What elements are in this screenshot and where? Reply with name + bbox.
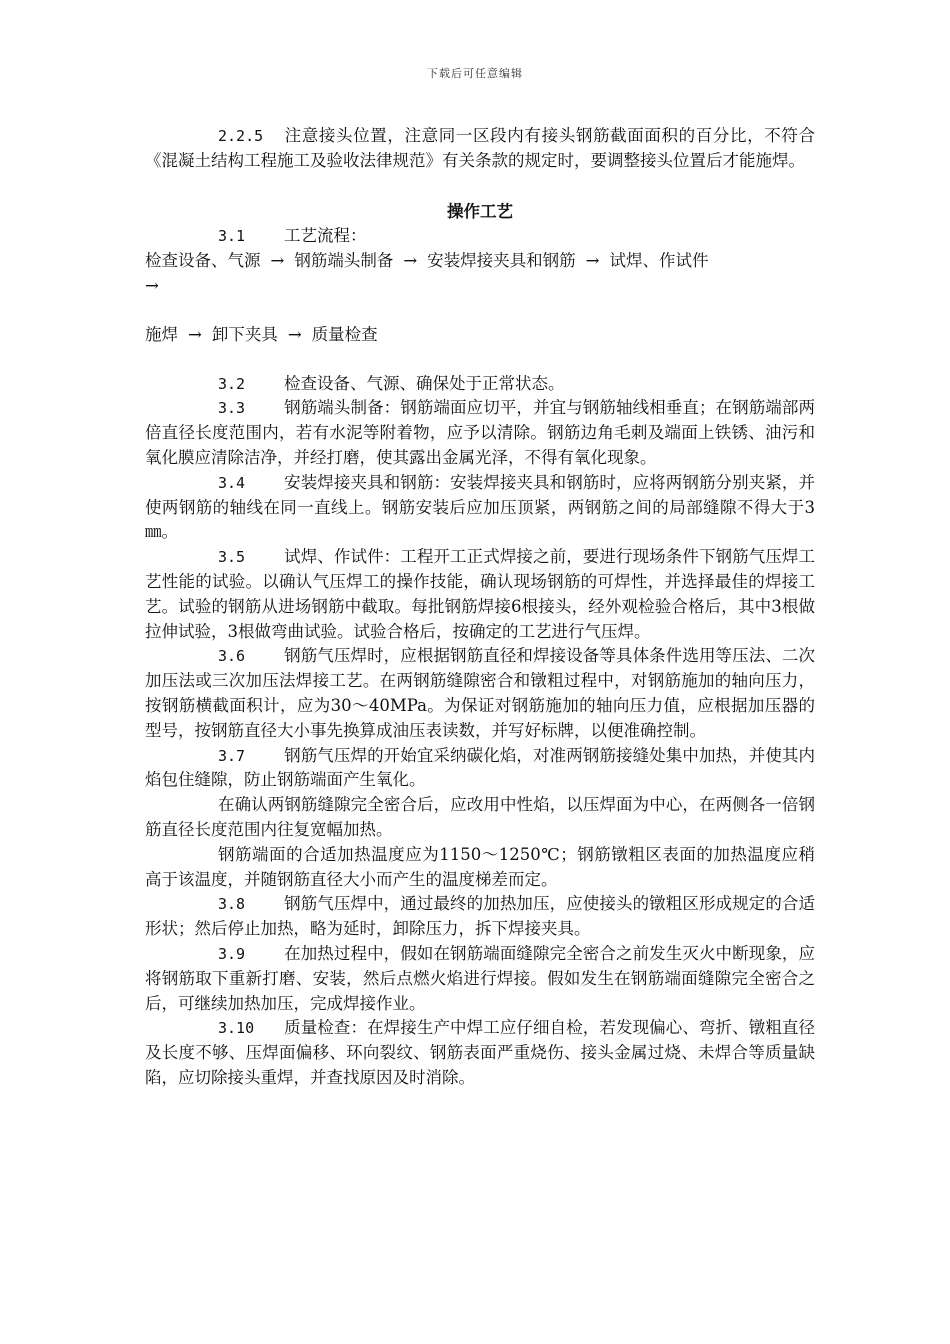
paragraph-text: 钢筋气压焊中，通过最终的加热加压，应使接头的镦粗区形成规定的合适形状；然后停止加热，略为延时，卸除压力，拆下焊接夹具。 bbox=[145, 894, 815, 939]
paragraph-3-5 bbox=[145, 545, 815, 644]
flow-step-1: 检查设备、气源 bbox=[145, 251, 261, 271]
paragraph-text: 钢筋气压焊时，应根据钢筋直径和焊接设备等具体条件选用等压法、二次加压法或三次加压法焊接工艺。在两钢筋缝隙密合和镦粗过程中，对钢筋施加的轴向压力，按钢筋横截面积计，应为30～40MPa。为保证对钢筋施加的轴向压力值，应根据加压器的型号，按钢筋直径大小事先换算成油压表读数，并写好标牌，以便准确控制。 bbox=[145, 646, 815, 740]
clause-number: 2.2.5 bbox=[218, 127, 264, 145]
paragraph-2-2-5 bbox=[145, 124, 815, 174]
clause-number: 3.8 bbox=[218, 895, 246, 914]
paragraph-3-7-continued-2: 钢筋端面的合适加热温度应为1150～1250℃；钢筋镦粗区表面的加热温度应稍高于该温度，并随钢筋直径大小而产生的温度梯差而定。 bbox=[145, 844, 815, 889]
flow-line-2 bbox=[145, 274, 815, 299]
paragraph-text: 质量检查：在焊接生产中焊工应仔细自检，若发现偏心、弯折、镦粗直径及长度不够、压焊面偏移、环向裂纹、钢筋表面严重烧伤、接头金属过烧、未焊合等质量缺陷，应切除接头重焊，并查找原因及时消除。 bbox=[145, 1018, 815, 1087]
flow-line-3 bbox=[145, 323, 815, 348]
arrow-right-icon: → bbox=[270, 251, 285, 271]
paragraph-text: 安装焊接夹具和钢筋：安装焊接夹具和钢筋时，应将两钢筋分别夹紧，并使两钢筋的轴线在同一直线上。钢筋安装后应加压顶紧，两钢筋之间的局部缝隙不得大于3㎜。 bbox=[145, 472, 815, 542]
clause-number: 3.6 bbox=[218, 647, 246, 666]
paragraph-text: 工艺流程： bbox=[284, 226, 367, 246]
paragraph-text: 在加热过程中，假如在钢筋端面缝隙完全密合之前发生灭火中断现象，应将钢筋取下重新打磨、安装，然后点燃火焰进行焊接。假如发生在钢筋端面缝隙完全密合之后，可继续加热加压，完成焊接作业。 bbox=[145, 943, 815, 1013]
paragraph-3-3 bbox=[145, 396, 815, 470]
arrow-right-icon: → bbox=[188, 324, 202, 344]
process-flow bbox=[145, 249, 815, 347]
clause-number: 3.4 bbox=[218, 473, 246, 492]
flow-step-3: 安装焊接夹具和钢筋 bbox=[427, 251, 576, 271]
clause-number: 3.10 bbox=[218, 1019, 255, 1038]
paragraph-text: 注意接头位置，注意同一区段内有接头钢筋截面面积的百分比，不符合《混凝土结构工程施工及验收法律规范》有关条款的规定时，要调整接头位置后才能施焊。 bbox=[145, 126, 815, 170]
flow-step-6: 卸下夹具 bbox=[211, 324, 278, 344]
paragraph-3-9 bbox=[145, 942, 815, 1016]
paragraph-3-10 bbox=[145, 1016, 815, 1090]
arrow-right-icon: → bbox=[145, 275, 159, 295]
paragraph-3-7-continued-1: 在确认两钢筋缝隙完全密合后，应改用中性焰，以压焊面为中心，在两侧各一倍钢筋直径长度范围内往复宽幅加热。 bbox=[145, 795, 815, 839]
flow-step-2: 钢筋端头制备 bbox=[294, 251, 394, 271]
clause-number: 3.5 bbox=[218, 548, 246, 567]
paragraph-text: 钢筋气压焊的开始宜采纳碳化焰，对准两钢筋接缝处集中加热，并使其内焰包住缝隙，防止钢筋端面产生氧化。 bbox=[145, 745, 815, 790]
section-title: 操作工艺 bbox=[447, 201, 513, 221]
arrow-right-icon: → bbox=[585, 251, 600, 271]
flow-step-4: 试焊、作试件 bbox=[609, 251, 709, 271]
flow-line-1 bbox=[145, 249, 815, 274]
clause-number: 3.3 bbox=[218, 399, 246, 418]
paragraph-text: 钢筋端头制备：钢筋端面应切平，并宜与钢筋轴线相垂直；在钢筋端部两倍直径长度范围内，若有水泥等附着物，应予以清除。钢筋边角毛刺及端面上铁锈、油污和氧化膜应清除洁净，并经打磨，使其露出金属光泽，不得有氧化现象。 bbox=[145, 398, 815, 467]
clause-number: 3.7 bbox=[218, 746, 246, 765]
paragraph-3-6 bbox=[145, 644, 815, 743]
paragraph-text: 试焊、作试件：工程开工正式焊接之前，要进行现场条件下钢筋气压焊工艺性能的试验。以确认气压焊工的操作技能，确认现场钢筋的可焊性，并选择最佳的焊接工艺。试验的钢筋从进场钢筋中截取。每批钢筋焊接6根接头，经外观检验合格后，其中3根做拉伸试验，3根做弯曲试验。试验合格后，按确定的工艺进行气压焊。 bbox=[145, 547, 815, 641]
document-body bbox=[145, 124, 815, 1091]
paragraph-3-8 bbox=[145, 892, 815, 942]
clause-number: 3.1 bbox=[218, 227, 246, 246]
flow-step-5: 施焊 bbox=[145, 324, 178, 344]
clause-number: 3.9 bbox=[218, 944, 246, 963]
paragraph-3-4 bbox=[145, 471, 815, 545]
clause-number: 3.2 bbox=[218, 374, 246, 393]
paragraph-text: 检查设备、气源、确保处于正常状态。 bbox=[284, 373, 565, 393]
paragraph-3-7 bbox=[145, 744, 815, 794]
arrow-right-icon: → bbox=[403, 251, 418, 271]
header-note: 下载后可任意编辑 bbox=[427, 67, 523, 80]
paragraph-3-1 bbox=[145, 224, 815, 249]
paragraph-3-2 bbox=[145, 372, 815, 397]
flow-step-7: 质量检查 bbox=[311, 324, 378, 344]
arrow-right-icon: → bbox=[287, 324, 302, 344]
